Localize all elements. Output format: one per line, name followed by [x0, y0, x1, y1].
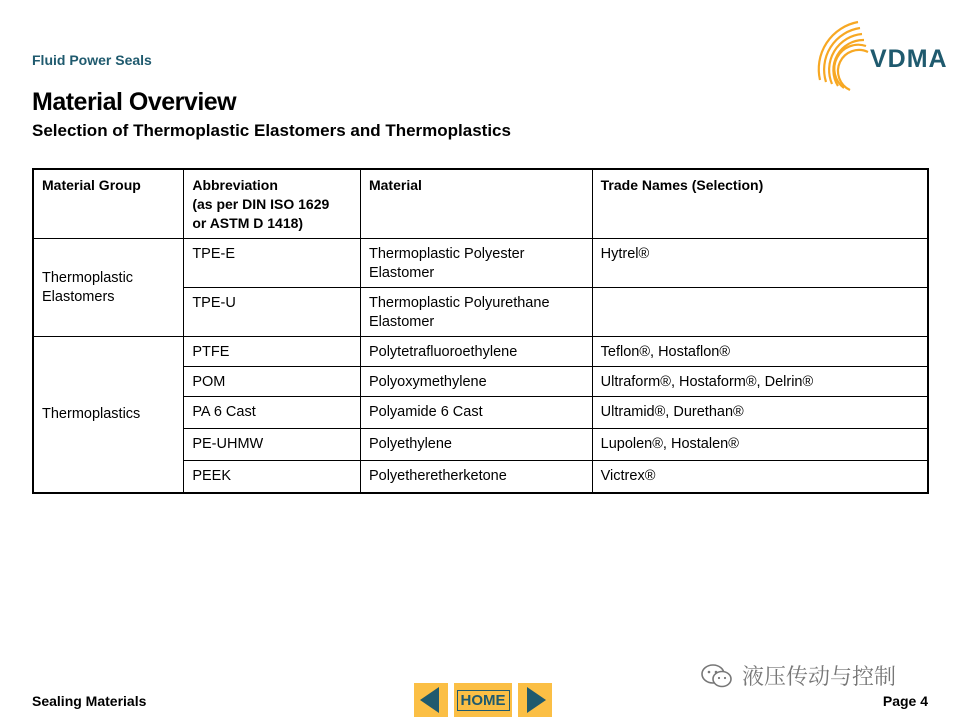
page-title: Material Overview	[32, 88, 237, 116]
abbr-cell: POM	[184, 367, 361, 397]
table-header-row	[33, 169, 928, 239]
material-cell: Polyethylene	[360, 429, 592, 461]
trade-cell: Victrex®	[592, 461, 928, 494]
header-label: Fluid Power Seals	[32, 52, 152, 68]
previous-page-button[interactable]	[414, 683, 448, 717]
vdma-logo	[812, 18, 948, 98]
abbr-cell: PE-UHMW	[184, 429, 361, 461]
header-trade-names: Trade Names (Selection)	[592, 169, 928, 239]
next-page-button[interactable]	[518, 683, 552, 717]
arrow-right-icon	[518, 683, 552, 717]
watermark	[700, 660, 896, 691]
material-cell: Polyetheretherketone	[360, 461, 592, 494]
material-cell: Polytetrafluoroethylene	[360, 337, 592, 367]
abbr-cell: PA 6 Cast	[184, 397, 361, 429]
material-cell	[360, 288, 592, 337]
material-cell: Polyamide 6 Cast	[360, 397, 592, 429]
footer-section-label: Sealing Materials	[32, 693, 147, 709]
abbr-cell: PTFE	[184, 337, 361, 367]
material-line1: Thermoplastic Polyester	[368, 246, 525, 262]
abbr-cell: TPE-E	[184, 239, 361, 288]
home-button[interactable]	[454, 683, 512, 717]
header-material-group: Material Group	[33, 169, 184, 239]
group-label-line1: Thermoplastic	[42, 269, 134, 286]
material-line2: Elastomer	[368, 265, 435, 281]
table-row	[33, 239, 928, 288]
material-cell	[360, 239, 592, 288]
header-abbreviation-line2: (as per DIN ISO 1629	[192, 196, 330, 212]
materials-table	[32, 168, 929, 494]
header-material: Material	[360, 169, 592, 239]
material-line2: Elastomer	[368, 314, 435, 330]
page-subtitle: Selection of Thermoplastic Elastomers and Thermoplastics	[32, 121, 511, 140]
group-cell-tpe	[33, 239, 184, 337]
material-cell: Polyoxymethylene	[360, 367, 592, 397]
header-abbreviation-line1: Abbreviation	[192, 177, 278, 193]
trade-cell	[592, 288, 928, 337]
trade-cell: Ultramid®, Durethan®	[592, 397, 928, 429]
group-label-line2: Elastomers	[42, 288, 115, 305]
material-line1: Thermoplastic Polyurethane	[368, 295, 550, 311]
watermark-text: 液压传动与控制	[742, 664, 897, 689]
wechat-icon	[700, 663, 734, 689]
header-abbreviation-line3: or ASTM D 1418)	[192, 215, 304, 231]
abbr-cell: PEEK	[184, 461, 361, 494]
arrow-left-icon	[414, 683, 448, 717]
trade-cell: Lupolen®, Hostalen®	[592, 429, 928, 461]
page-number: Page 4	[882, 693, 928, 709]
trade-cell: Ultraform®, Hostaform®, Delrin®	[592, 367, 928, 397]
table-row	[33, 337, 928, 367]
trade-cell: Teflon®, Hostaflon®	[592, 337, 928, 367]
abbr-cell: TPE-U	[184, 288, 361, 337]
header-abbreviation	[184, 169, 361, 239]
logo-text: VDMA	[870, 45, 948, 73]
home-button-label: HOME	[457, 690, 510, 711]
trade-cell: Hytrel®	[592, 239, 928, 288]
group-cell-thermoplastics: Thermoplastics	[33, 337, 184, 494]
